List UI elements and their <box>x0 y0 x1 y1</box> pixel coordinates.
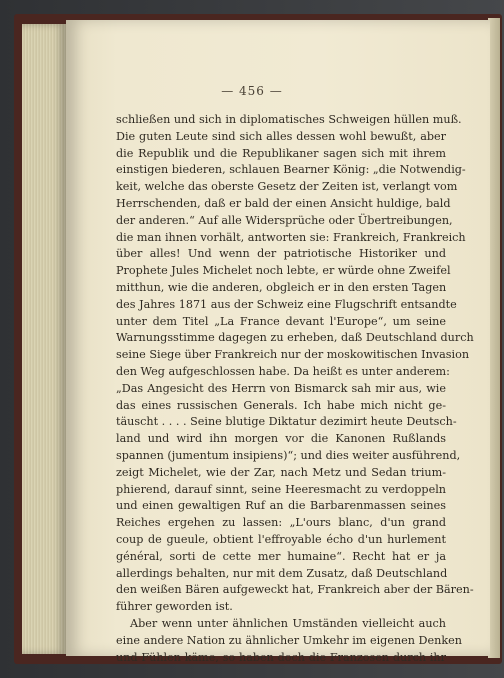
text-line: das eines russischen Generals. Ich habe mich nicht ge- <box>116 398 446 412</box>
text-line: unter dem Titel „La France devant l'Europe“, um seine <box>116 314 446 328</box>
text-line: Reiches ergehen zu lassen: „L'ours blanc, d'un grand <box>116 516 446 530</box>
text-line: „Das Angesicht des Herrn von Bismarck sah mir aus, wie <box>116 381 446 395</box>
text-line: spannen (jumentum insipiens)“; und dies weiter ausführend, <box>116 448 461 462</box>
text-line: über alles! Und wenn der patriotische Historiker und <box>116 247 446 261</box>
text-line: Die guten Leute sind sich alles dessen wohl bewußt, aber <box>116 129 446 143</box>
text-line: mitthun, wie die anderen, obgleich er in den ersten Tagen <box>116 280 447 294</box>
text-line: land und wird ihn morgen vor die Kanonen Rußlands <box>116 432 446 446</box>
text-line: der anderen.“ Auf alle Widersprüche oder Übertreibungen, <box>116 213 453 227</box>
text-line: täuscht . . . . Seine blutige Diktatur dezimirt heute Deutsch- <box>116 415 457 429</box>
text-line: die man ihnen vorhält, antworten sie: Frankreich, Frankreich <box>116 230 466 244</box>
text-line: Aber wenn unter ähnlichen Umständen vielleicht auch <box>130 616 446 630</box>
page-edges <box>22 24 66 654</box>
text-line: phierend, darauf sinnt, seine Heeresmacht zu verdoppeln <box>116 482 446 496</box>
text-line: Warnungsstimme dagegen zu erheben, daß Deutschland durch <box>116 331 474 345</box>
text-line: den Weg aufgeschlossen habe. Da heißt es unter anderem: <box>116 364 450 378</box>
text-line: Herrschenden, daß er bald der einen Ansicht huldige, bald <box>116 196 451 210</box>
text-line: eine andere Nation zu ähnlicher Umkehr im eigenen Denken <box>116 633 462 647</box>
text-line: allerdings behalten, nur mit dem Zusatz, daß Deutschland <box>116 566 448 580</box>
text-line: den weißen Bären aufgeweckt hat, Frankreich aber der Bären- <box>116 583 474 597</box>
text-line: général, sorti de cette mer humaine“. Recht hat er ja <box>116 549 446 563</box>
text-line: keit, welche das oberste Gesetz der Zeiten ist, verlangt vom <box>116 180 458 194</box>
page-number: — 456 — <box>221 84 283 98</box>
text-line: und Fühlen käme, so haben doch die Franzosen durch ihr <box>116 650 446 664</box>
text-line: und einen gewaltigen Ruf an die Barbarenmassen seines <box>116 499 446 513</box>
text-line: des Jahres 1871 aus der Schweiz eine Flugschrift entsandte <box>116 297 457 311</box>
text-line: coup de gueule, obtient l'effroyable écho d'un hurlement <box>116 532 446 546</box>
text-line: Prophete Jules Michelet noch lebte, er würde ohne Zweifel <box>116 264 451 278</box>
text-line: zeigt Michelet, wie der Zar, nach Metz und Sedan trium- <box>116 465 446 479</box>
text-line: die Republik und die Republikaner sagen sich mit ihrem <box>116 146 446 160</box>
text-line: schließen und sich in diplomatisches Schweigen hüllen muß. <box>116 113 462 126</box>
text-line: seine Siege über Frankreich nur der moskowitischen Invasion <box>116 348 470 362</box>
text-line: führer geworden ist. <box>116 600 233 614</box>
body-text <box>116 112 474 666</box>
text-line: einstigen biederen, schlauen Bearner König: „die Notwendig- <box>116 163 466 177</box>
